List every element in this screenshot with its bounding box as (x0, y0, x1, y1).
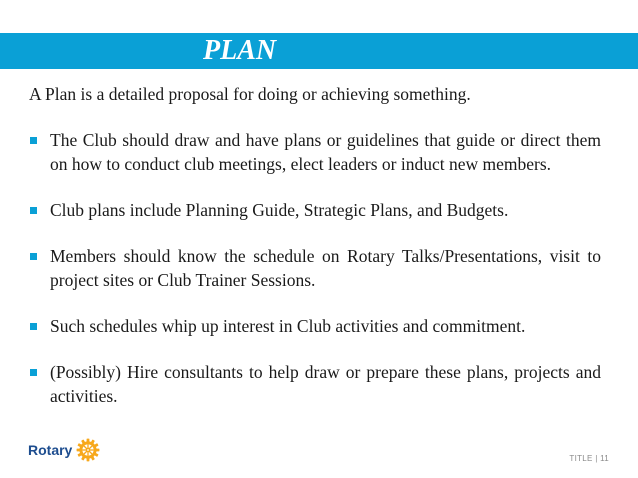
slide-content (29, 82, 601, 408)
rotary-logo (28, 437, 100, 463)
bullet-item (29, 314, 601, 338)
square-bullet-icon (30, 369, 37, 376)
bullet-item (29, 128, 601, 176)
logo-text: Rotary (28, 442, 73, 458)
bullet-item (29, 360, 601, 408)
page-number-label: TITLE | 11 (569, 454, 609, 463)
square-bullet-icon (30, 253, 37, 260)
slide-title: PLAN (203, 35, 277, 66)
bullet-list (29, 128, 601, 408)
bullet-text: (Possibly) Hire consultants to help draw or prepare these plans, projects and activities. (50, 362, 601, 406)
rotary-wheel-icon (76, 438, 100, 462)
square-bullet-icon (30, 323, 37, 330)
bullet-text: Members should know the schedule on Rotary Talks/Presentations, visit to project sites or Club Trainer Sessions. (50, 246, 601, 290)
intro-text: A Plan is a detailed proposal for doing or achieving something. (29, 84, 471, 104)
bullet-text: Club plans include Planning Guide, Strategic Plans, and Budgets. (50, 200, 509, 220)
square-bullet-icon (30, 207, 37, 214)
bullet-text: The Club should draw and have plans or guidelines that guide or direct them on how to conduct club meetings, elect leaders or induct new members. (50, 130, 601, 174)
bullet-text: Such schedules whip up interest in Club activities and commitment. (50, 316, 526, 336)
title-bar (0, 33, 638, 69)
bullet-item (29, 198, 601, 222)
bullet-item (29, 244, 601, 292)
square-bullet-icon (30, 137, 37, 144)
